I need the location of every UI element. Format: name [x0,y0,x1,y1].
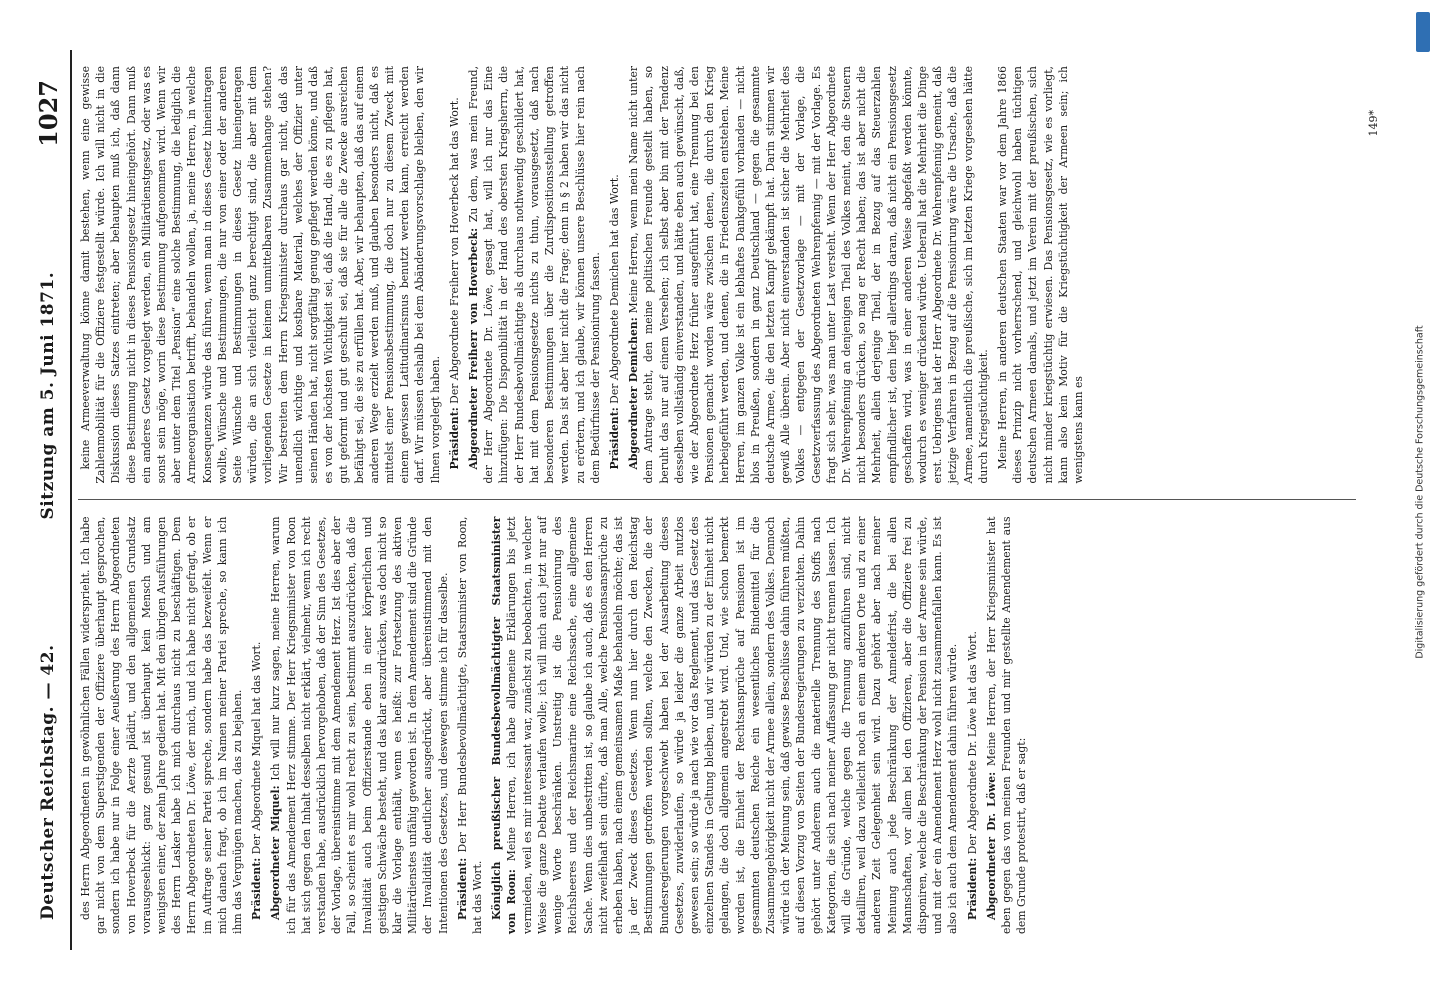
paragraph-text: Ich will nur kurz sagen, meine Herren, warum ich für das Amendement Herz stimme. Der Herr Kriegsminister von Roon hat sich gegen den Inhalt desselben nicht erklärt, vielmehr, wenn ich recht verstanden habe, ausdrücklich hervorgehoben, daß der Sinn des Gesetzes, der Vorlage, übereinstimme mit dem Amendement Herz. Ist dies aber der Fall, so scheint es mir wohl recht zu sein, bestimmt auszudrücken, daß die Invalidität auch beim Offizierstande eben in einer körperlichen und geistigen Schwäche besteht, und das klar auszudrücken, was doch nicht so klar die Vorlage enthält, wenn es heißt: zur Fortsetzung des aktiven Militärdienstes unfähig geworden ist. In dem Amendement sind die Gründe der Invalidität deutlicher ausgedrückt, aber übereinstimmend mit den Intentionen des Gesetzes, und deswegen stimme ich für dasselbe. [269,516,450,934]
speaker-name: Präsident: [607,407,621,470]
page-header [26,50,72,950]
column-right [78,50,1356,500]
paragraph [78,66,443,484]
paragraph-text: Der Herr Bundesbevollmächtigte, Staatsminister von Roon, hat das Wort. [455,516,485,934]
paragraph [78,517,245,935]
page-number: 1027 [33,80,63,147]
paragraph-text: Meine Herren, wenn mein Name nicht unter dem Antrage steht, den meine politischen Freunde gestellt haben, so beruht das nur auf einem Versehen; ich selbst aber bin mit der Tendenz desselben vollständig einverstanden, und hätte eben auch gewünscht, daß, wie der Abgeordnete Herz früher ausgeführt hat, eine Trennung bei den Pensionen gemacht worden wäre zwischen denen, die durch den Krieg herbeigeführt werden, und denen, die in Friedenszeiten entstehen. Meine Herren, im ganzen Volke ist ein lebhaftes Dankgefühl vorhanden — nicht blos in Preußen, sondern in ganz Deutschland — gegen die gesammte deutsche Armee, die den letzten Kampf gekämpft hat. Darin stimmen wir gewiß Alle überein. Aber nicht einverstanden ist sicher die Mehrheit des Volkes — entgegen der Gesetzvorlage — mit der Vorlage, die Gesetzverfassung des Abgeordneten Wehrenpfennig — mit der Vorlage. Es fragt sich sehr, was man unter Last versteht. Wenn der Herr Abgeordnete Dr. Wehrenpfennig an denjenigen Theil des Volkes meint, den die Steuern nicht besonders drücken, so mag er Recht haben; das ist aber nicht die Mehrheit, allein derjenige Theil, der in Bezug auf das Steuerzahlen empfindlicher ist, dem liegt allerdings daran, daß nicht ein Pensionsgesetz geschaffen wird, was in einer anderen Weise abgefaßt werden könnte, wodurch es weniger drückend würde. Ueberall hat die Mehrheit die Dinge erst. Uebrigens hat der Herr Abgeordnete Dr. Wehrenpfennig gemeint, daß jetzige Verfahren in Bezug auf die Pensionirung wäre die Ursache, daß die Armee, namentlich die preußische, sich im letzten Kriege vorgesehen hätte durch Kriegstüchtigkeit. [627,66,990,484]
header-publication: Deutscher Reichstag. — 42. [38,644,58,920]
speaker-name: Präsident: [965,857,979,920]
speaker-name: Abgeordneter Dr. Löwe: [984,771,998,920]
speaker-name: Abgeordneter Demichen: [627,317,641,470]
paragraph [268,517,450,935]
paragraph [489,517,960,935]
paragraph-text: keine Armeeverwaltung könne damit bestehen, wenn eine gewisse Zahlenmobilität für die Offiziere festgestellt würde. Ich will nicht in die Diskussion dieses Satzes eintreten; aber behaupten muß ich, daß dann diese Bestimmung nicht in dieses Pensionsgesetz hineingehört. Dann muß ein anderes Gesetz vorgelegt werden, ein Militärdienstgesetz, oder was es sonst sein möge, worin diese Bestimmung aufgenommen wird. Wenn wir aber unter dem Titel „Pension“ eine solche Bestimmung, die lediglich die Armeeorganisation betrifft, behandeln wollen, ja, meine Herren, in welche Konsequenzen würde das führen, wenn man in dieses Gesetz hineintragen wollte, Wünsche und Bestimmungen, die nur von einer oder der anderen Seite Wünsche und Bestimmungen in dieses Gesetz hineingetragen würden, die an sich vielleicht ganz berechtigt sind, die aber mit dem vorliegenden Gesetze in keinem unmittelbaren Zusammenhange stehen? Wir bestreiten dem Herrn Kriegsminister durchaus gar nicht, daß das unendlich wichtige und kostbare Material, welches der Offizier unter seinen Händen hat, nicht sorgfältig genug gepflegt werden könne, und daß es von der höchsten Wichtigkeit sei, daß die Hand, die es zu pflegen hat, gut geformt und gut geschult sei, daß sie für alle die Zwecke ausreichen befähigt sei, die sie zu erfüllen hat. Aber, wir behaupten, daß das auf einem anderen Wege erzielt werden muß, und glauben besonders nicht, daß es mittelst einer Pensionsbestimmung, die doch nur zu diesem Zweck mit einem gewissen Latitudinarismus benutzt werden kann, erreicht werden darf. Wir müssen deshalb bei dem Abänderungsvorschlage bleiben, den wir Ihnen vorgelegt haben. [79,66,442,484]
paragraph-text: Meine Herren, in anderen deutschen Staaten war vor dem Jahre 1866 dieses Prinzip nicht vorherrschend, und gleichwohl haben tüchtigen deutschen Armeen damals, und jetzt im Verein mit der preußischen, sich nicht minder kriegstüchtig erwiesen. Das Pensionsgesetz, wie es vorliegt, kann also kein Motiv für die Kriegstüchtigkeit der Armeen sein; ich wenigstens kann es [995,66,1085,484]
paragraph [626,66,991,484]
speaker-name: Präsident: [447,407,461,470]
paragraph [466,66,603,484]
speaker-name: Präsident: [250,857,264,920]
paragraph-text: Meine Herren, der Herr Kriegsminister hat eben gegen das von meinen Freunden und mir gestellte Amendement aus dem Grunde protestirt, daß er sagt: [984,516,1029,934]
paragraph [984,517,1030,935]
paragraph [965,517,980,935]
printer-signature: 149* [1367,110,1380,137]
speaker-name: Abgeordneter Miquel: [269,785,283,920]
paragraph [249,517,264,935]
header-session: Sitzung am 5. Juni 1871. [38,271,58,520]
paragraph [607,66,622,484]
paragraph [447,66,462,484]
paragraph-text: Der Abgeordnete Freiherr von Hoverbeck hat das Wort. [447,97,461,404]
speaker-name: Präsident: [455,857,469,920]
speaker-name: Königlich preußischer Bundesbevollmächtigter Staatsminister von Roon: [490,516,519,934]
rotated-newspaper-page [26,50,1406,950]
text-columns [78,50,1356,950]
paragraph [995,66,1086,484]
paragraph-text: Der Abgeordnete Dr. Löwe hat das Wort. [965,631,979,855]
digitization-note [1412,12,1428,972]
paragraph-text: Meine Herren, ich habe allgemeine Erklärungen bis jetzt vermieden, weil es mir interessant war, zunächst zu beobachten, in welcher Weise die ganze Debatte verlaufen wolle; ich will mich auch jetzt nur auf wenige Worte beschränken. Unstreitig ist die Pensionirung des Reichsheeres und der Reichsmarine eine Reichssache, eine allgemeine Sache. Wenn dies unbestritten ist, so glaube ich auch, daß es den Herren nicht zweifelhaft sein dürfte, daß man Alle, welche Pensionsansprüche zu erheben haben, nach einem gemeinsamen Maße behandeln möchte; das ist ja der Zweck dieses Gesetzes. Wenn nun hier durch den Reichstag Bestimmungen getroffen werden sollten, welche den Zwecken, die der Bundesregierungen vorgeschwebt haben bei der Ausarbeitung dieses Gesetzes, zuwiderlaufen, so würde ja leider die ganze Arbeit nutzlos gewesen sein; so würde ja nach wie vor das Reglement, und das Gesetz des einzelnen Standes in Geltung bleiben, und wir würden zu der Einheit nicht gelangen, die doch allgemein angestrebt wird. Und, wie schon bemerkt worden ist, die Einheit der Rechtsansprüche auf Pensionen ist im gesammten deutschen Reiche ein wesentliches Bindemittel für die Zusammengehörigkeit nicht der Armee allein, sondern des Volkes. Dennoch würde ich der Meinung sein, daß gewisse Beschlüsse dahin führen müßten, auf diesen Vorzug von Seiten der Bundesregierungen zu verzichten. Dahin gehört unter Anderem auch die materielle Trennung des Stoffs nach Kategorien, die sich nach meiner Auffassung gar nicht trennen lassen. Ich will die Gründe, welche gegen die Trennung anzuführen sind, nicht detailliren, weil dazu vielleicht noch an einem anderen Orte und zu einer anderen Zeit Gelegenheit sein wird. Dazu gehört aber nach meiner Meinung auch jede Beschränkung der Anmeldefrist, die bei allen Mannschaften, vor allem bei den Offizieren, aber die Offiziere frei zu disponiren, welche die Beschränkung der Pension in der Armee sein würde, und mit der ein Amendement Herz wohl nicht zusammenfallen kann. Es ist also ich auch dem Amendement dahin führen würde. [505,516,960,934]
digitization-note-text: Digitalisierung gefördert durch die Deutsche Forschungsgemeinschaft [1414,325,1426,659]
speaker-name: Abgeordneter Freiherr von Hoverbeck: [467,227,481,470]
paragraph-text: Der Abgeordnete Miquel hat das Wort. [250,641,264,855]
paragraph-text: Der Abgeordnete Demichen hat das Wort. [607,174,621,404]
column-left [78,500,1356,951]
paragraph-text: Zu dem, was mein Freund, der Herr Abgeordnete Dr. Löwe, gesagt hat, will ich nur das Eine hinzufügen: Die Disponibilität in der Hand des obersten Kriegsherrn, die der Herr Bundesbevollmächtigte als durchaus nothwendig geschildert hat, hat mit dem Pensionsgesetze nichts zu thun, vorausgesetzt, daß nach besonderen Bestimmungen über die Zurdispositionsstellung getroffen werden. Das ist aber hier nicht die Frage; denn in § 2 haben wir das nicht zu erörtern, und ich glaube, wir können unsere Beschlüsse hier rein nach dem Bedürfnisse der Pensionirung fassen. [467,66,602,484]
paragraph-text: des Herrn Abgeordneten in gewöhnlichen Fällen widersprieht. Ich habe gar nicht von dem Superstigenden der Offiziere überhaupt gesprochen, sondern ich habe nur in Folge einer Aeußerung des Herrn Abgeordneten von Hoverbeck für die Aerzte plädirt, und den allgemeinen Grundsatz vorausgesehickt: ganz gesund ist überhaupt kein Mensch und am wenigsten einer, der zehn Jahre gedient hat. Mit den übrigen Ausführungen des Herrn Lasker habe ich mich durchaus nicht zu beschäftigen. Dem Herrn Abgeordneten Dr. Löwe, der mich, und ich habe nicht gefragt, ob er im Auftrage seiner Partei spreche, sondern habe das bezweifelt. Wenn er mich danach fragt, ob ich im Namen meiner Partei spreche, so kann ich ihm das Vergnügen machen, das zu bejahen. [79,516,245,934]
paragraph [455,517,485,935]
